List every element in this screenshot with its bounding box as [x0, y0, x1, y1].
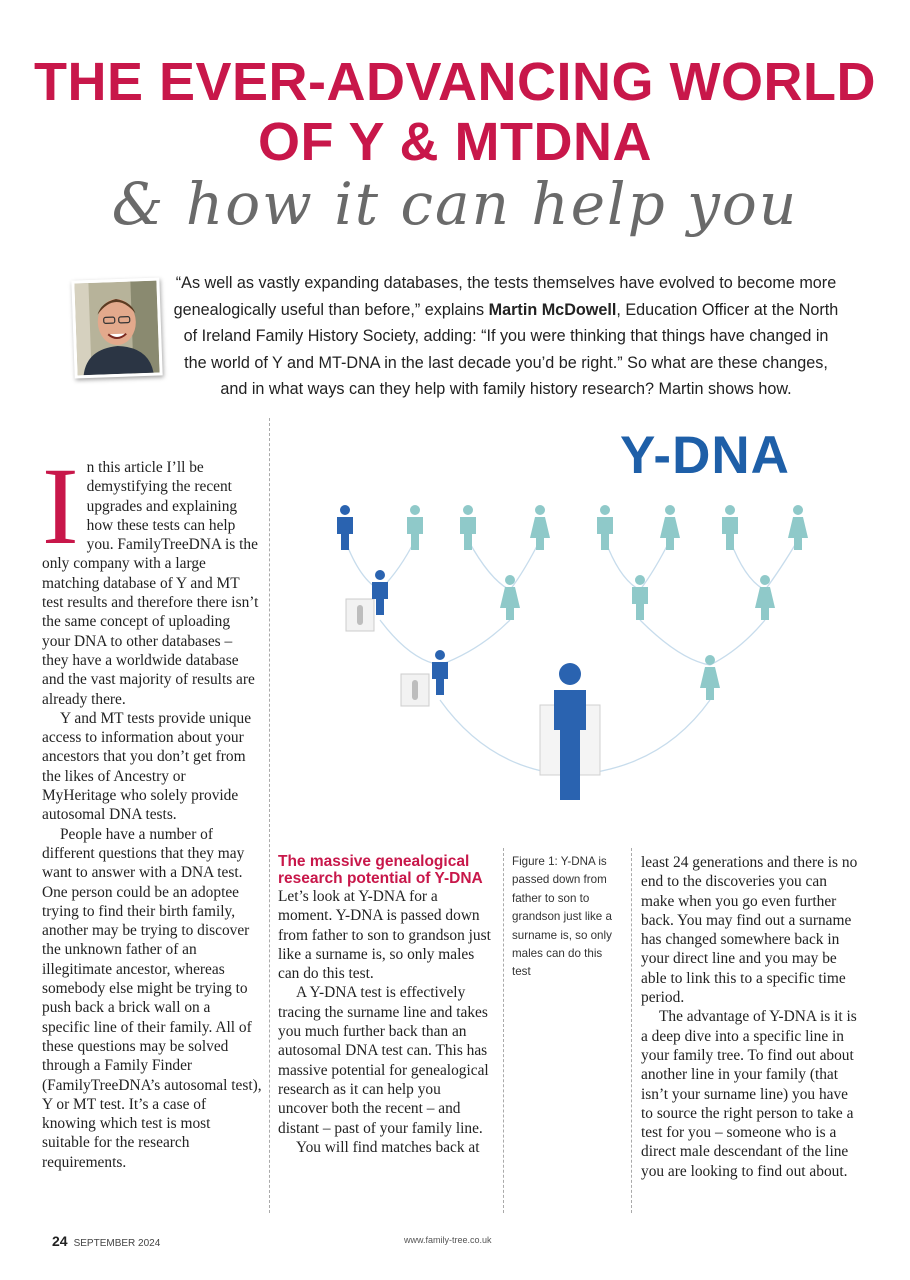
title-line-1: THE EVER-ADVANCING WORLD — [34, 52, 876, 112]
figure-label: Y-DNA — [620, 426, 790, 485]
generation-3 — [346, 570, 775, 631]
paragraph: least 24 generations and there is no end to the discoveries you can make when you go even further back. You may find out a surname has changed somewhere back in your direct line and you may be able to link this to a specific time period. — [641, 854, 858, 1007]
section-heading: The massive genealogical research potential of Y-DNA — [278, 853, 483, 887]
drop-cap: I — [42, 445, 79, 567]
page-footer — [52, 1233, 160, 1249]
paragraph: A Y-DNA test is effectively tracing the surname line and takes you much further back than an autosomal DNA test can. This has massive potential for genealogical research as it can help you uncover both the recent – and distant – past of your family line. — [278, 984, 489, 1137]
body-column-4 — [641, 853, 861, 1181]
page-number: 24 — [52, 1233, 68, 1249]
paragraph: People have a number of different questions that they may want to answer with a DNA test. One person could be an adoptee trying to find their birth family, another may be trying to discover the unknown father of an illegitimate ancestor, whereas somebody else might be trying to push back a brick wall on a specific line of their family. All of these questions may be solved through a Family Finder (FamilyTreeDNA’s autosomal test), Y or MT test. It’s a case of knowing which test is most suitable for the research requirements. — [42, 825, 262, 1171]
figure-caption: Figure 1: Y-DNA is passed down from father to son to grandson just like a surname is, so only males can do this test — [512, 855, 612, 979]
author-portrait-icon — [74, 281, 159, 376]
author-name: Martin McDowell — [488, 300, 617, 319]
author-photo — [71, 277, 162, 378]
body-column-2 — [278, 853, 494, 1157]
issue-date: SEPTEMBER 2024 — [73, 1238, 161, 1249]
standfirst — [172, 270, 840, 403]
standfirst-part-1: “As well as vastly expanding databases, the tests themselves have evolved to become more genealogically useful than before,” explains — [173, 274, 837, 319]
paragraph: Y and MT tests provide unique access to information about your ancestors that you don’t get from the likes of Ancestry or MyHeritage who solely provide autosomal DNA tests. — [42, 709, 252, 824]
footer-url: www.family-tree.co.uk — [404, 1235, 492, 1245]
column-divider-2 — [503, 848, 504, 1213]
column-divider-3 — [631, 848, 632, 1213]
body-column-1 — [42, 445, 262, 1172]
article-subtitle: & how it can help you — [111, 170, 799, 238]
column-divider-1 — [269, 418, 270, 1213]
standfirst-part-2: , Education Officer at the North of Ireland Family History Society, adding: “If you were thinking that things have changed in the world of Y and MT-DNA in the last decade you’d be right.” So what are these changes, and in what ways can they help with family history research? Martin shows how. — [183, 300, 839, 398]
paragraph: The advantage of Y-DNA is it is a deep dive into a specific line in your family tree. To find out about another line in your family (that isn’t your surname line) you have to source the right person to take a test for you – someone who is a direct male descendant of the line you are looking to find out about. — [641, 1008, 857, 1180]
paragraph: You will find matches back at — [296, 1138, 480, 1156]
article-title — [0, 52, 910, 172]
generation-1 — [540, 663, 600, 800]
ydna-inheritance-diagram — [320, 500, 820, 820]
paragraph: n this article I’ll be demystifying the recent upgrades and explaining how these tests can help you. FamilyTreeDNA is the only company with a large matching database of Y and MT test results and therefore there isn’t the same concept of uploading your DNA to other databases – they have a worldwide database and the vast majority of results are already there. — [42, 459, 259, 708]
generation-4 — [337, 505, 808, 550]
paragraph: Let’s look at Y-DNA for a moment. Y-DNA is passed down from father to son to grandson just like a surname is, so only males can do this test. — [278, 888, 491, 983]
title-line-2: OF Y & MTDNA — [257, 112, 653, 172]
